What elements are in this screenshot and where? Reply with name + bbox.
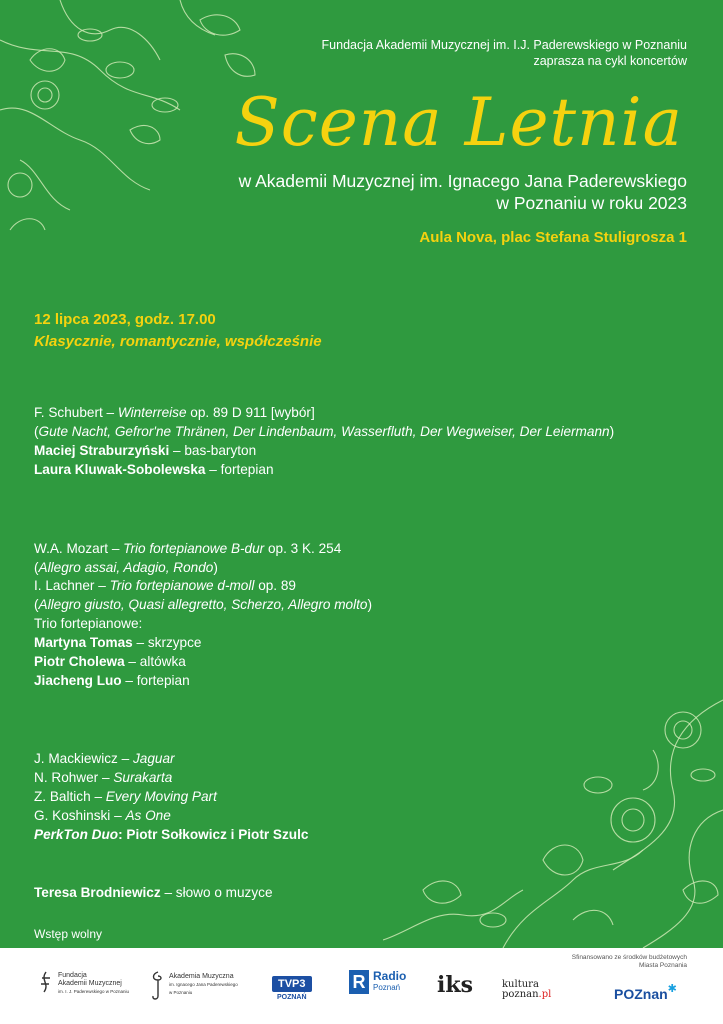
program-item-songs: (Gute Nacht, Gefror'ne Thränen, Der Lindenbaum, Wasserfluth, Der Wegweiser, Der Leiermann) xyxy=(34,424,615,439)
funding-note: Sfinansowano ze środków budżetowych Miasta Poznania xyxy=(571,954,687,969)
program-item-percussion: J. Mackiewicz – Jaguar xyxy=(34,751,175,766)
venue-subtitle xyxy=(239,170,687,214)
performer-line: Jiacheng Luo – fortepian xyxy=(34,673,190,688)
series-title: Scena Letnia xyxy=(234,84,683,161)
radio-r-icon: R xyxy=(349,970,369,994)
program-item-movements: (Allegro giusto, Quasi allegretto, Scherzo, Allegro molto) xyxy=(34,597,372,612)
subtitle-line-1: w Akademii Muzycznej im. Ignacego Jana Paderewskiego xyxy=(238,171,687,191)
program-item-percussion: N. Rohwer – Surakarta xyxy=(34,770,173,785)
violin-scroll-icon xyxy=(150,970,164,1000)
floral-ornament-bottom-right-icon xyxy=(383,690,723,948)
performer-line: Martyna Tomas – skrzypce xyxy=(34,635,202,650)
program-item-schubert: F. Schubert – Winterreise op. 89 D 911 [wybór] xyxy=(34,405,315,420)
performer-line: Piotr Cholewa – altówka xyxy=(34,654,186,669)
ensemble-line: PerkTon Duo: Piotr Sołkowicz i Piotr Szulc xyxy=(34,827,309,842)
venue-address: Aula Nova, plac Stefana Stuligrosza 1 xyxy=(419,229,687,246)
clef-icon xyxy=(36,970,54,998)
star-icon: ✱ xyxy=(667,982,677,995)
logo-poznan: POZnan ✱ xyxy=(614,982,677,1002)
logo-iks: iks xyxy=(437,972,473,998)
program-item-percussion: Z. Baltich – Every Moving Part xyxy=(34,789,217,804)
invitation-line: zaprasza na cykl koncertów xyxy=(533,54,687,68)
performer-line: Laura Kluwak-Sobolewska – fortepian xyxy=(34,462,274,477)
logo-akademia: Akademia Muzyczna im. Ignacego Jana Paderewskiego w Poznaniu xyxy=(150,970,238,1000)
concert-date: 12 lipca 2023, godz. 17.00 xyxy=(34,311,216,328)
ensemble-label: Trio fortepianowe: xyxy=(34,616,143,631)
performer-line: Maciej Straburzyński – bas-baryton xyxy=(34,443,257,458)
admission-note: Wstęp wolny xyxy=(34,927,103,941)
host-line: Teresa Brodniewicz – słowo o muzyce xyxy=(34,885,273,900)
sponsor-footer xyxy=(0,948,723,1024)
logo-fundacja: Fundacja Akademii Muzycznej im. I. J. Paderewskiego w Poznaniu xyxy=(36,970,129,998)
concert-theme: Klasycznie, romantycznie, współcześnie xyxy=(34,333,322,350)
subtitle-line-2: w Poznaniu w roku 2023 xyxy=(496,193,687,213)
program-item-movements: (Allegro assai, Adagio, Rondo) xyxy=(34,560,218,575)
logo-radio-poznan: R Radio Poznań xyxy=(349,970,406,994)
logo-tvp3: TVP3 POZNAŃ xyxy=(272,976,312,1001)
program-item-mozart: W.A. Mozart – Trio fortepianowe B-dur op. 3 K. 254 xyxy=(34,541,342,556)
organizer-line: Fundacja Akademii Muzycznej im. I.J. Paderewskiego w Poznaniu xyxy=(321,38,687,52)
program-item-percussion: G. Koshinski – As One xyxy=(34,808,171,823)
organizer-invitation xyxy=(322,37,687,69)
logo-kultura-poznan: kultura poznan.pl xyxy=(502,979,552,1000)
program-item-lachner: I. Lachner – Trio fortepianowe d-moll op. 89 xyxy=(34,578,296,593)
